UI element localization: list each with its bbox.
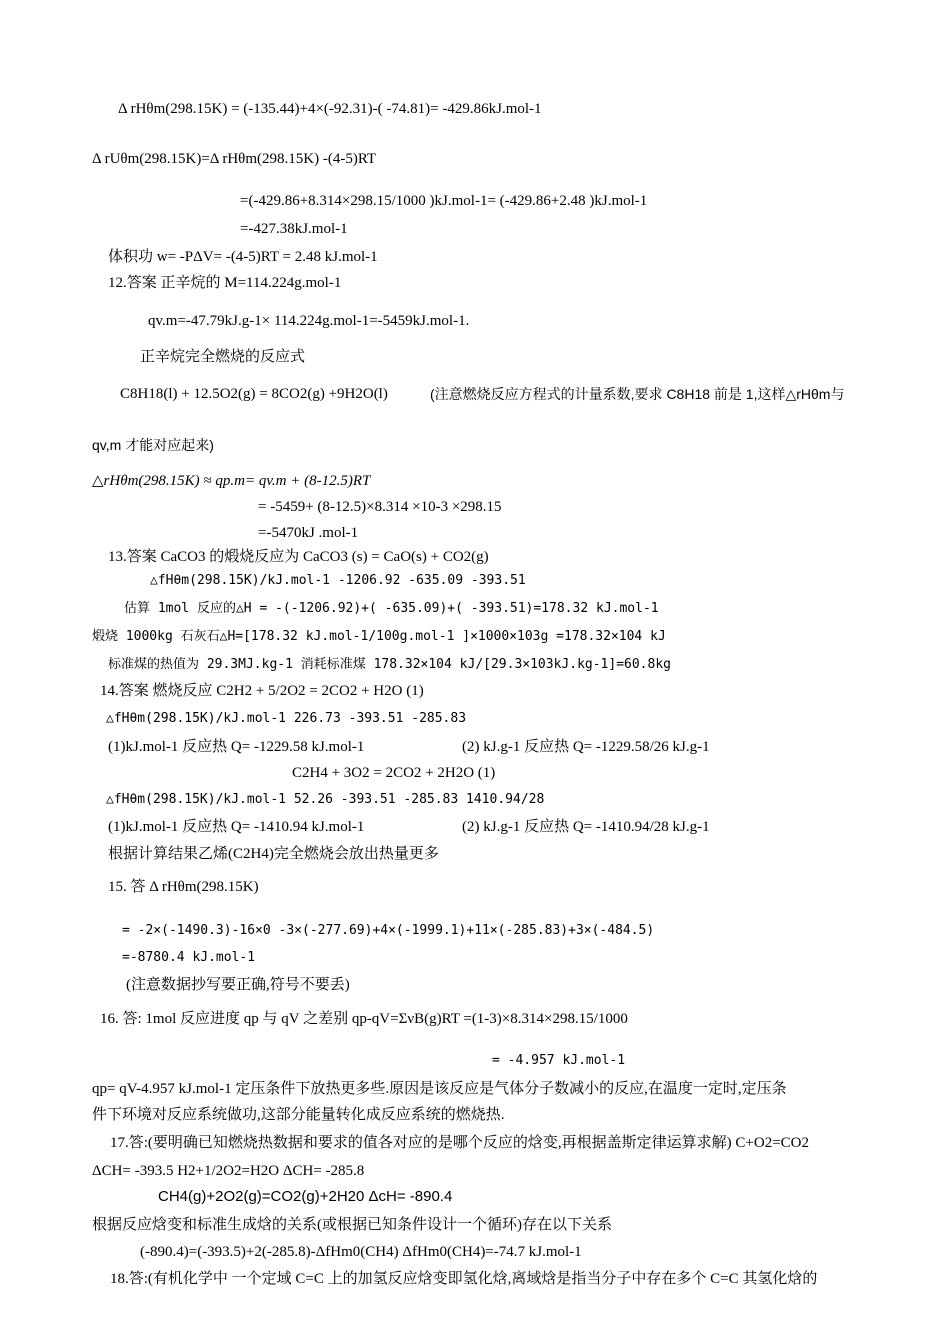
caco3-delta-h: 估算 1mol 反应的△H = -(-1206.92)+( -635.09)+( -393.51)=178.32 kJ.mol-1 (124, 601, 659, 616)
ch4-combustion: CH4(g)+2O2(g)=CO2(g)+2H20 ΔcH= -890.4 (158, 1188, 453, 1205)
qv-calc-line: qv.m=-47.79kJ.g-1× 114.224g.mol-1=-5459kJ.mol-1. (148, 313, 470, 329)
c2h4-heat-mass: (2) kJ.g-1 反应热 Q= -1410.94/28 kJ.g-1 (462, 819, 710, 835)
answer-13-heading: 13.答案 CaCO3 的煅烧反应为 CaCO3 (s) = CaO(s) + CO2(g) (108, 549, 489, 565)
answer-16-explain-cont: 件下环境对反应系统做功,这部分能量转化成反应系统的燃烧热. (92, 1107, 505, 1123)
volume-work-line: 体积功 w= -PΔV= -(4-5)RT = 2.48 kJ.mol-1 (108, 249, 378, 265)
answer-18-heading: 18.答:(有机化学中 一个定域 C=C 上的加氢反应焓变即氢化焓,离域焓是指当分子中存在多个 C=C 其氢化焓的 (110, 1271, 818, 1287)
answer-17-reactions: ΔCH= -393.5 H2+1/2O2=H2O ΔCH= -285.8 (92, 1163, 365, 1179)
caco3-enthalpy-row: △fHθm(298.15K)/kJ.mol-1 -1206.92 -635.09 -393.51 (150, 573, 526, 588)
eq-delta-rU-result: =-427.38kJ.mol-1 (240, 221, 348, 237)
c2h4-enthalpy-row: △fHθm(298.15K)/kJ.mol-1 52.26 -393.51 -285.83 1410.94/28 (106, 792, 545, 807)
limestone-calc: 煅烧 1000kg 石灰石△H=[178.32 kJ.mol-1/100g.mol-1 ]×1000×103g =178.32×104 kJ (92, 629, 666, 644)
answer-14-heading: 14.答案 燃烧反应 C2H2 + 5/2O2 = 2CO2 + H2O (1) (100, 683, 424, 699)
answer-16-line: 16. 答: 1mol 反应进度 qp 与 qV 之差别 qp-qV=ΣνB(g)RT =(1-3)×8.314×298.15/1000 (100, 1011, 628, 1027)
conclusion-14: 根据计算结果乙烯(C2H4)完全燃烧会放出热量更多 (108, 846, 439, 862)
answer-15-heading: 15. 答 Δ rHθm(298.15K) (108, 879, 259, 895)
delta-rH-calc: = -5459+ (8-12.5)×8.314 ×10-3 ×298.15 (258, 499, 502, 515)
c2h4-equation: C2H4 + 3O2 = 2CO2 + 2H2O (1) (292, 765, 496, 781)
answer-17-heading: 17.答:(要明确已知燃烧热数据和要求的值各对应的是哪个反应的焓变,再根据盖斯定律运算求解) C+O2=CO2 (110, 1135, 810, 1151)
answer-17-relation: 根据反应焓变和标准生成焓的关系(或根据已知条件设计一个循环)存在以下关系 (92, 1217, 612, 1233)
eq-delta-rH: Δ rHθm(298.15K) = (-135.44)+4×(-92.31)-( -74.81)= -429.86kJ.mol-1 (118, 101, 542, 117)
delta-rH-result: =-5470kJ .mol-1 (258, 525, 359, 541)
standard-coal-calc: 标准煤的热值为 29.3MJ.kg-1 消耗标准煤 178.32×104 kJ/[29.3×103kJ.kg-1]=60.8kg (108, 657, 671, 672)
c2h2-heat-molar: (1)kJ.mol-1 反应热 Q= -1229.58 kJ.mol-1 (108, 739, 365, 755)
c2h4-heat-molar: (1)kJ.mol-1 反应热 Q= -1410.94 kJ.mol-1 (108, 819, 365, 835)
answer-16-explain: qp= qV-4.957 kJ.mol-1 定压条件下放热更多些.原因是该反应是气体分子数减小的反应,在温度一定时,定压条 (92, 1081, 787, 1097)
delta-rH-approx: △rHθm(298.15K) ≈ qp.m= qv.m + (8-12.5)RT (92, 473, 371, 489)
answer-17-calc: (-890.4)=(-393.5)+2(-285.8)-ΔfHm0(CH4) ΔfHm0(CH4)=-74.7 kJ.mol-1 (140, 1244, 582, 1260)
answer-16-result: = -4.957 kJ.mol-1 (492, 1053, 626, 1068)
answer-15-calc: = -2×(-1490.3)-16×0 -3×(-277.69)+4×(-1999.1)+11×(-285.83)+3×(-484.5) (122, 923, 655, 938)
c2h2-enthalpy-row: △fHθm(298.15K)/kJ.mol-1 226.73 -393.51 -285.83 (106, 711, 467, 726)
octane-note-cont: qv,m 才能对应起来) (92, 437, 214, 453)
answer-15-note: (注意数据抄写要正确,符号不要丢) (126, 977, 350, 993)
answer-12-heading: 12.答案 正辛烷的 M=114.224g.mol-1 (108, 275, 342, 291)
eq-delta-rU-calc: =(-429.86+8.314×298.15/1000 )kJ.mol-1= (-429.86+2.48 )kJ.mol-1 (240, 193, 648, 209)
c2h2-heat-mass: (2) kJ.g-1 反应热 Q= -1229.58/26 kJ.g-1 (462, 739, 710, 755)
octane-note: (注意燃烧反应方程式的计量系数,要求 C8H18 前是 1,这样△rHθm与 (430, 386, 845, 402)
octane-equation: C8H18(l) + 12.5O2(g) = 8CO2(g) +9H2O(l) (120, 386, 388, 402)
answer-15-result: =-8780.4 kJ.mol-1 (122, 950, 256, 965)
eq-delta-rU: Δ rUθm(298.15K)=Δ rHθm(298.15K) -(4-5)RT (92, 151, 377, 167)
octane-combustion-heading: 正辛烷完全燃烧的反应式 (140, 349, 306, 365)
